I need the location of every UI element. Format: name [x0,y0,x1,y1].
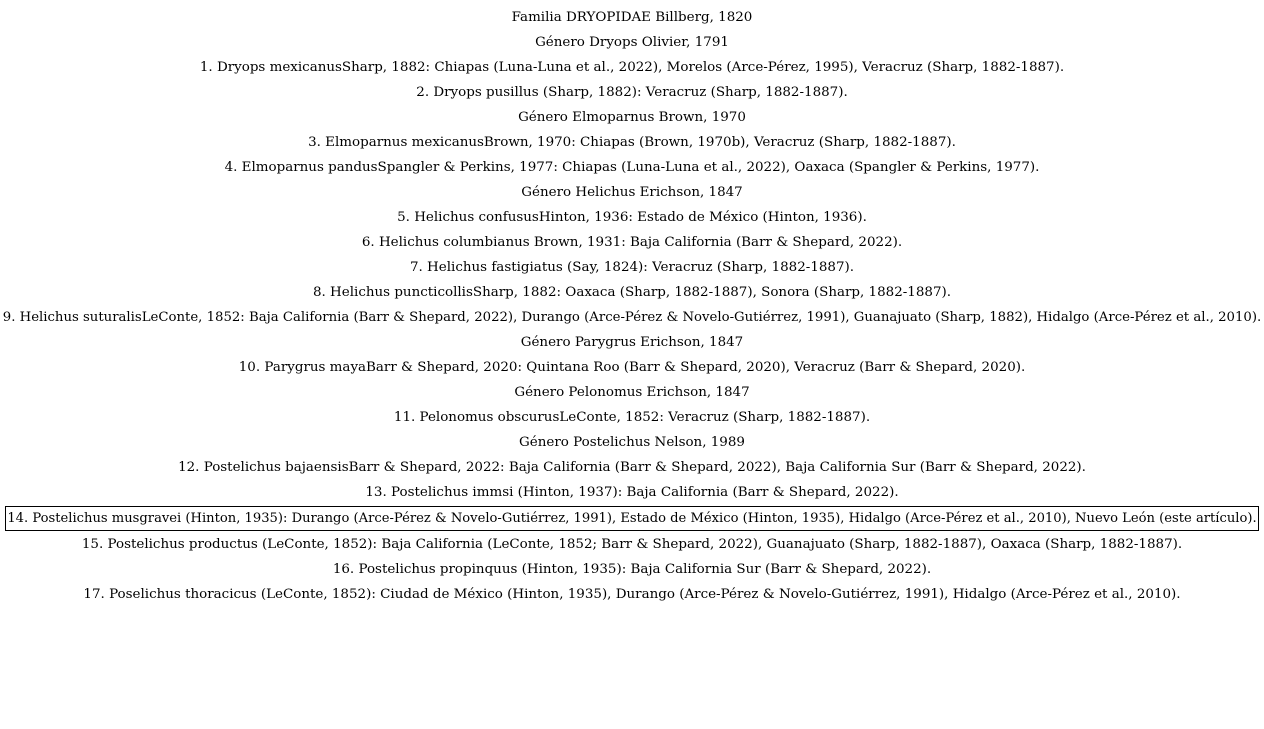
species-entry: 4. Elmoparnus pandusSpangler & Perkins, 1977: Chiapas (Luna-Luna et al., 2022), Oaxaca (Spangler & Perkins, 1977). [224,160,1040,175]
species-entry: 6. Helichus columbianus Brown, 1931: Baja California (Barr & Shepard, 2022). [361,235,903,250]
taxon-heading: Género Parygrus Erichson, 1847 [520,335,744,350]
species-entry: 1. Dryops mexicanusSharp, 1882: Chiapas (Luna-Luna et al., 2022), Morelos (Arce-Pérez, 1995), Veracruz (Sharp, 1882-1887). [199,60,1065,75]
species-entry: 17. Poselichus thoracicus (LeConte, 1852): Ciudad de México (Hinton, 1935), Durango (Arce-Pérez & Novelo-Gutiérrez, 1991), Hidalgo (Arce-Pérez et al., 2010). [83,587,1181,602]
species-entry: 2. Dryops pusillus (Sharp, 1882): Veracruz (Sharp, 1882-1887). [416,85,848,100]
species-entry: 11. Pelonomus obscurusLeConte, 1852: Veracruz (Sharp, 1882-1887). [393,410,871,425]
species-entry: 7. Helichus fastigiatus (Say, 1824): Veracruz (Sharp, 1882-1887). [409,260,855,275]
species-entry: 12. Postelichus bajaensisBarr & Shepard, 2022: Baja California (Barr & Shepard, 2022), Baja California Sur (Barr & Shepard, 2022). [178,460,1086,475]
taxon-heading: Género Pelonomus Erichson, 1847 [514,385,750,400]
species-entry: 16. Postelichus propinquus (Hinton, 1935): Baja California Sur (Barr & Shepard, 2022). [332,562,932,577]
species-entry: 3. Elmoparnus mexicanusBrown, 1970: Chiapas (Brown, 1970b), Veracruz (Sharp, 1882-1887). [308,135,956,150]
taxon-heading: Género Elmoparnus Brown, 1970 [518,110,746,125]
species-entry: 5. Helichus confususHinton, 1936: Estado de México (Hinton, 1936). [397,210,867,225]
species-entry: 9. Helichus suturalisLeConte, 1852: Baja California (Barr & Shepard, 2022), Durango (Arce-Pérez & Novelo-Gutiérrez, 1991), Guanajuato (Sharp, 1882), Hidalgo (Arce-Pérez et al., 2010). [2,310,1262,325]
taxon-heading: Familia DRYOPIDAE Billberg, 1820 [511,10,753,25]
highlighted-species-entry: 14. Postelichus musgravei (Hinton, 1935): Durango (Arce-Pérez & Novelo-Gutiérrez, 1991), Estado de México (Hinton, 1935), Hidalgo (Arce-Pérez et al., 2010), Nuevo León (este artículo). [5,506,1259,531]
taxon-heading: Género Postelichus Nelson, 1989 [519,435,745,450]
taxon-heading: Género Helichus Erichson, 1847 [521,185,743,200]
species-entry: 15. Postelichus productus (LeConte, 1852): Baja California (LeConte, 1852; Barr & Shepard, 2022), Guanajuato (Sharp, 1882-1887), Oaxaca (Sharp, 1882-1887). [81,537,1183,552]
species-entry: 10. Parygrus mayaBarr & Shepard, 2020: Quintana Roo (Barr & Shepard, 2020), Veracruz (Barr & Shepard, 2020). [238,360,1026,375]
taxon-heading: Género Dryops Olivier, 1791 [535,35,729,50]
species-entry: 13. Postelichus immsi (Hinton, 1937): Baja California (Barr & Shepard, 2022). [365,485,899,500]
species-entry: 8. Helichus puncticollisSharp, 1882: Oaxaca (Sharp, 1882-1887), Sonora (Sharp, 1882-1887). [312,285,952,300]
